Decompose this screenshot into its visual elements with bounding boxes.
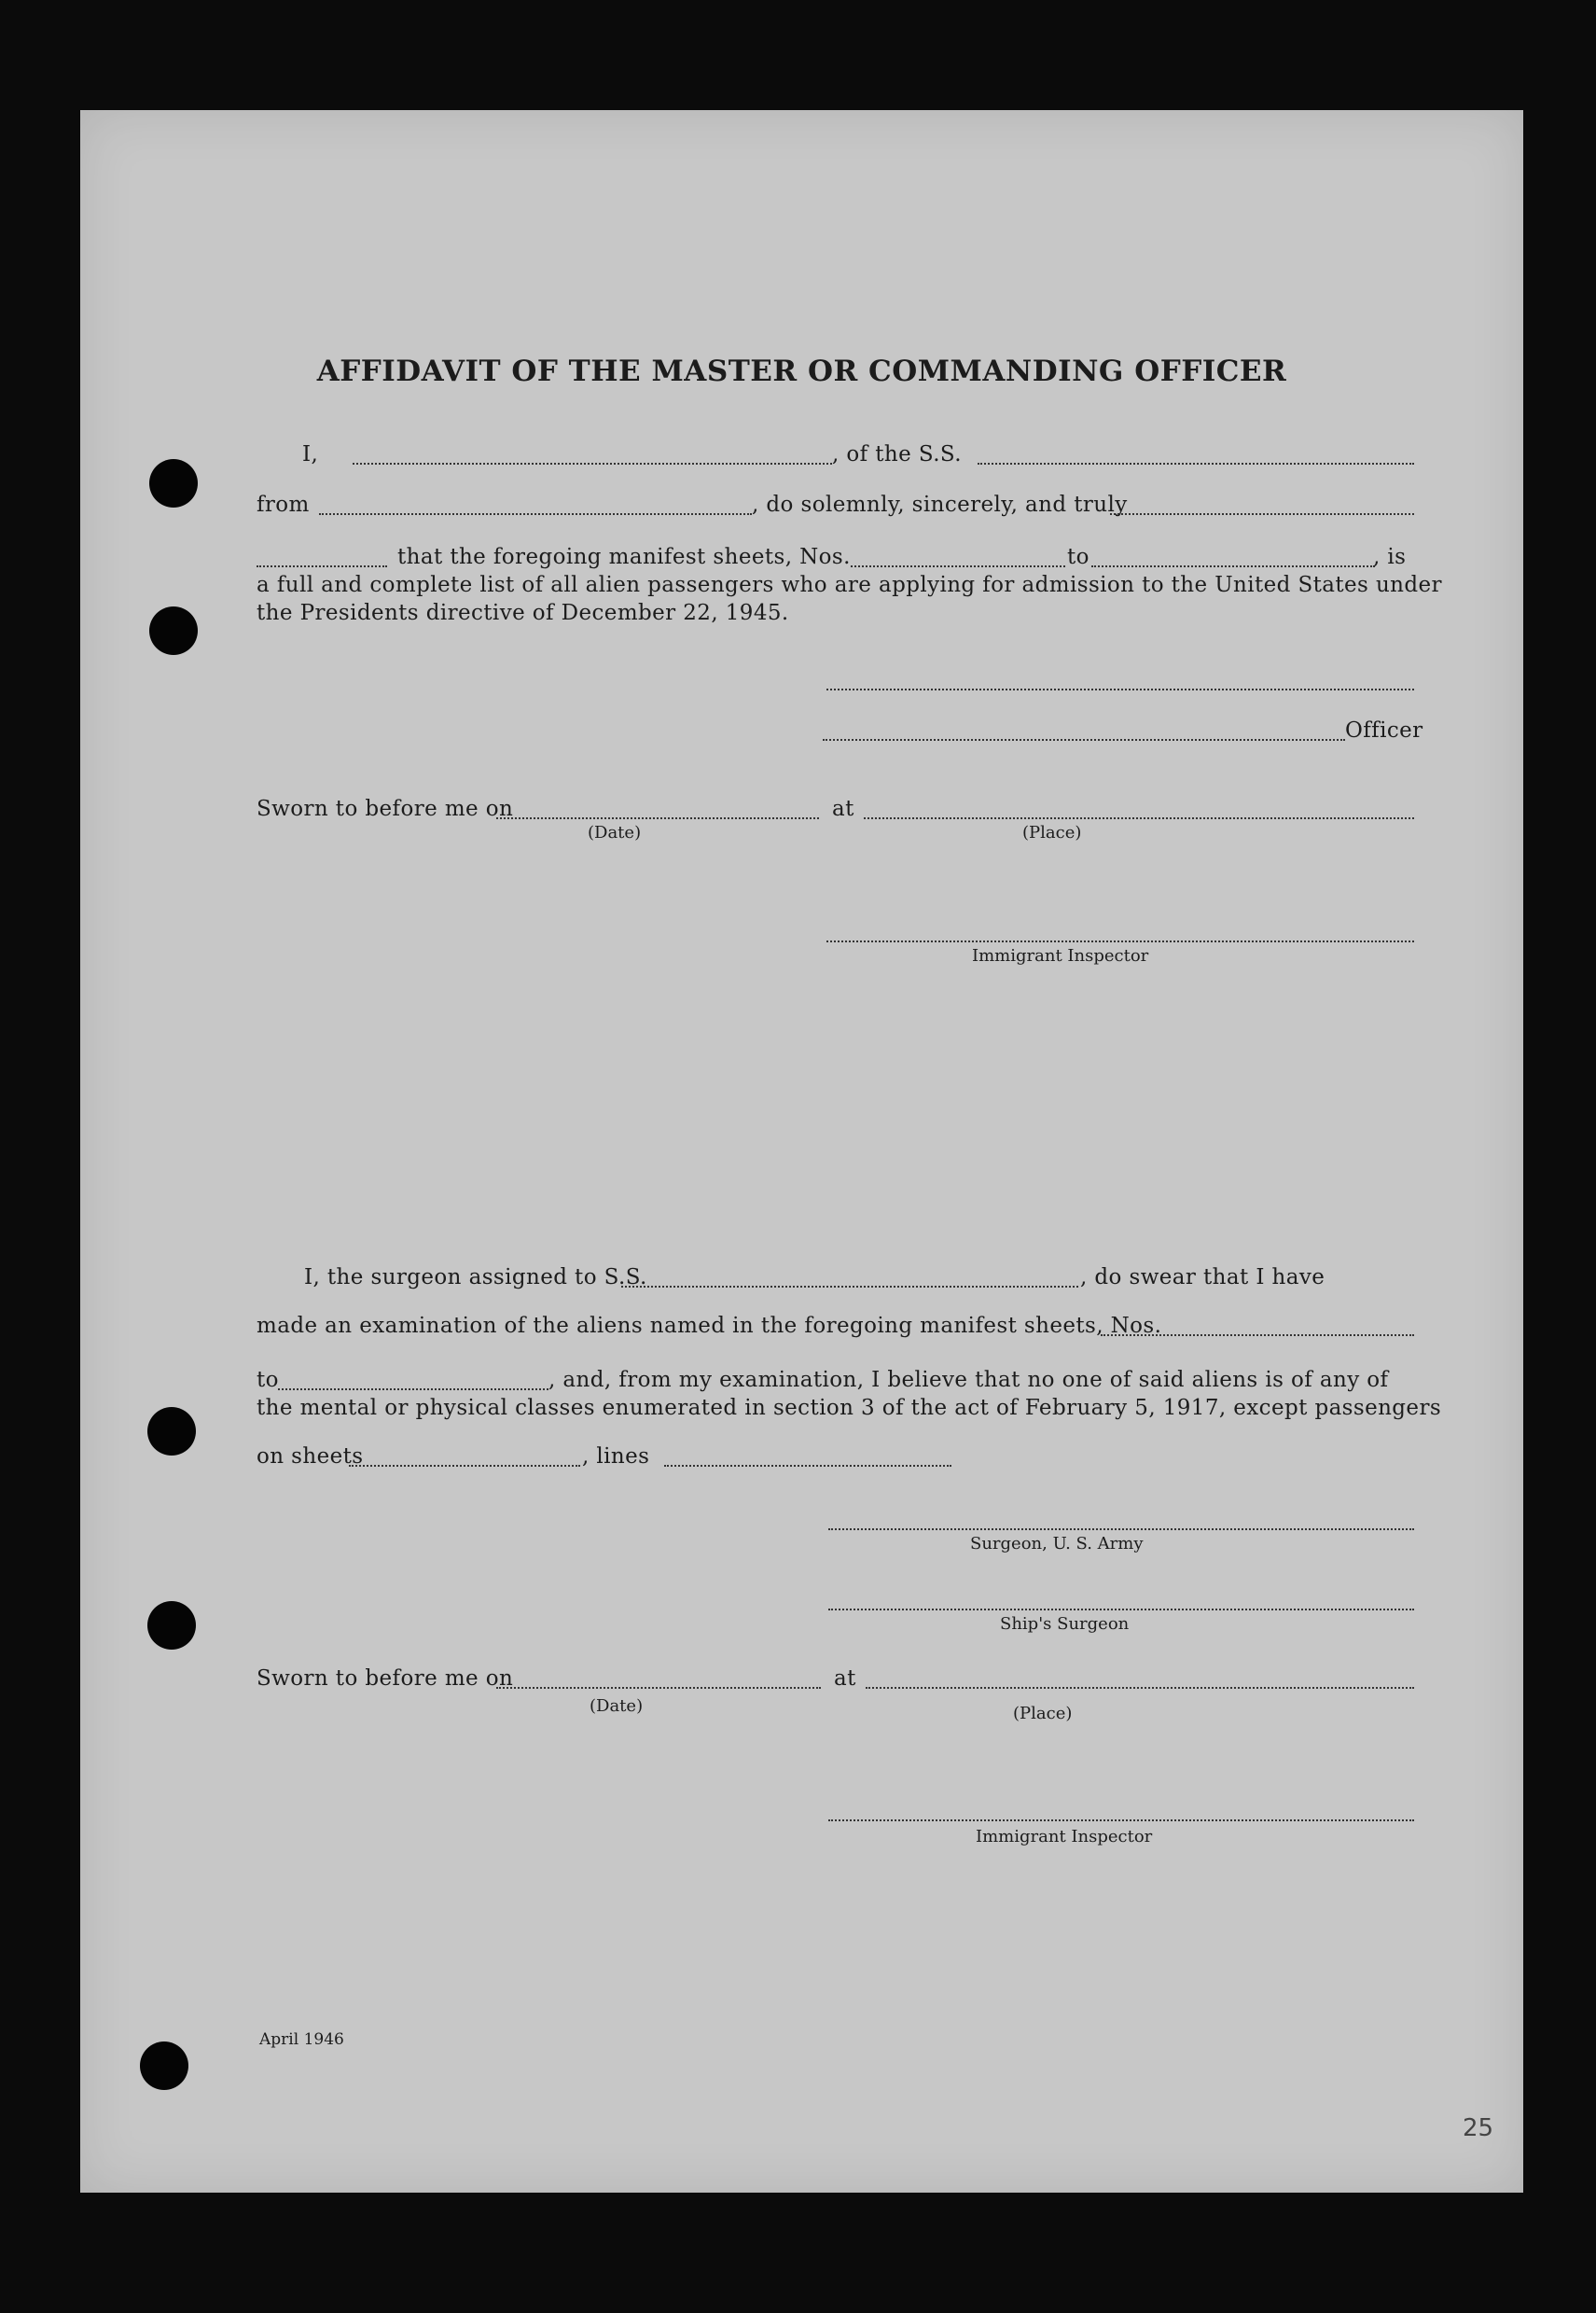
punch-hole [147,1601,196,1650]
at-label: at [832,797,854,821]
surgeon-date-caption: (Date) [590,1696,644,1716]
statement-line: a full and complete list of all alien passengers who are applying for admission to the United States under [257,573,1442,597]
punch-hole [149,606,198,655]
lines-field[interactable] [664,1465,951,1467]
on-sheets-label: on sheets [257,1444,364,1469]
surgeon-sheet-from-field[interactable] [1101,1334,1414,1336]
officer-label: Officer [1345,718,1423,743]
form-title: AFFIDAVIT OF THE MASTER OR COMMANDING OFFICER [316,355,1287,388]
ship-label: , of the S.S. [832,442,962,467]
from-label: from [257,493,310,517]
surgeon-sworn-label: Sworn to before me on [257,1666,514,1691]
surgeon-to-label: to [257,1368,279,1392]
place-caption: (Place) [1022,823,1082,843]
sheet-from-field[interactable] [851,565,1065,567]
surgeon-intro: I, the surgeon assigned to S.S. [304,1265,647,1289]
from-field[interactable] [319,513,752,515]
surgeon-sworn-date-field[interactable] [496,1687,821,1689]
inspector-caption: Immigrant Inspector [972,946,1149,966]
to-label: to [1067,545,1089,569]
ships-surgeon-caption: Ship's Surgeon [1000,1614,1130,1634]
surgeon-ship-field[interactable] [621,1286,1078,1288]
punch-hole [149,459,198,508]
surgeon-inspector-line[interactable] [828,1819,1414,1821]
master-i-label: I, [302,442,319,467]
master-name-field[interactable] [353,463,832,465]
sworn-label: Sworn to before me on [257,797,514,821]
army-caption: Surgeon, U. S. Army [970,1534,1144,1554]
inspector-signature-line[interactable] [826,941,1414,942]
lines-label: , lines [582,1444,650,1469]
form-date-footer: April 1946 [259,2030,344,2049]
examination-text: made an examination of the aliens named in the foregoing manifest sheets, Nos. [257,1314,1162,1338]
surgeon-inspector-caption: Immigrant Inspector [976,1827,1153,1846]
surgeon-sworn-place-field[interactable] [866,1687,1414,1689]
directive-line: the Presidents directive of December 22, 1945. [257,601,789,625]
oath-field[interactable] [1110,513,1414,515]
sworn-date-field[interactable] [496,817,819,819]
surgeon-sheet-to-field[interactable] [278,1388,548,1390]
classes-text: the mental or physical classes enumerated in section 3 of the act of February 5, 1917, except passengers [257,1396,1442,1420]
army-signature-line[interactable] [828,1528,1414,1530]
officer-signature-line[interactable] [823,739,1345,741]
ships-surgeon-line[interactable] [828,1609,1414,1610]
surgeon-at-label: at [834,1666,856,1691]
master-signature-line[interactable] [826,689,1414,690]
ship-name-field[interactable] [978,463,1414,465]
punch-hole [140,2041,188,2090]
punch-hole [147,1407,196,1456]
sworn-place-field[interactable] [864,817,1414,819]
date-caption: (Date) [588,823,642,843]
on-sheets-field[interactable] [349,1465,580,1467]
swear-text: , do swear that I have [1080,1265,1325,1289]
surgeon-place-caption: (Place) [1013,1704,1073,1723]
belief-text: , and, from my examination, I believe that no one of said aliens is of any of [548,1368,1389,1392]
manifest-text: that the foregoing manifest sheets, Nos. [397,545,851,569]
solemn-text: , do solemnly, sincerely, and truly [752,493,1128,517]
is-text: , is [1373,545,1407,569]
form-page [80,110,1523,2193]
sheet-to-field[interactable] [1091,565,1375,567]
page-number: 25 [1463,2114,1494,2142]
oath-field-2[interactable] [257,565,387,567]
